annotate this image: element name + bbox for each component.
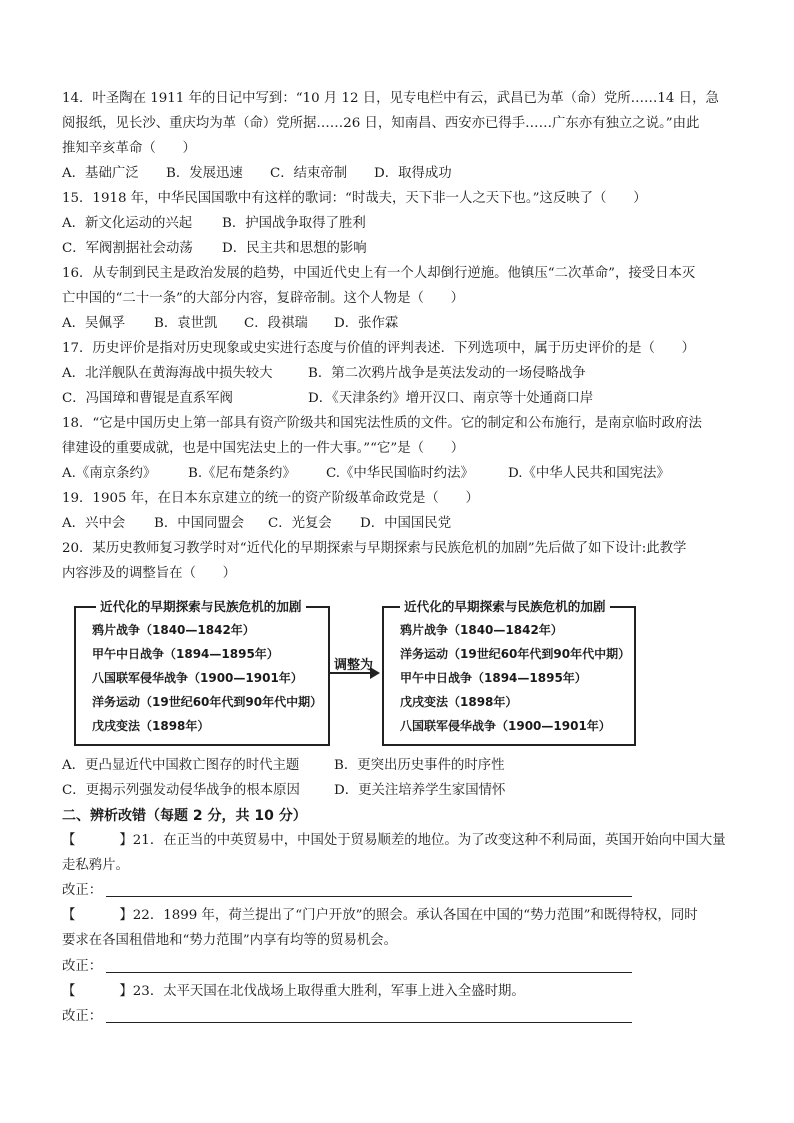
diagram-left-box [74, 606, 330, 746]
q17-option-d[interactable]: D．《天津条约》增开汉口、南京等十处通商口岸 [308, 391, 594, 406]
q18-option-c[interactable]: C.《中华民国临时约法》 [326, 466, 474, 481]
q19-stem-line1: 19．1905 年，在日本东京建立的统一的资产阶级革命政党是（ ） [62, 491, 479, 506]
q18-stem-line1: 18．“它是中国历史上第一部具有资产阶级共和国宪法性质的文件。它的制定和公布施行，是南京临时政府法 [62, 416, 702, 431]
q22-stem-line2: 要求在各国租借地和“势力范围”内享有均等的贸易机会。 [62, 933, 398, 948]
q17-option-a[interactable]: A．北洋舰队在黄海海战中损失较大 [62, 366, 273, 381]
q20-option-c[interactable]: C．更揭示列强发动侵华战争的根本原因 [62, 783, 300, 798]
q18-option-d[interactable]: D.《中华人民共和国宪法》 [508, 466, 670, 481]
diagram-right-box [382, 606, 636, 746]
q17-option-c[interactable]: C．冯国璋和曹锟是直系军阀 [62, 391, 233, 406]
q21-stem-line1 [62, 830, 726, 852]
q23-bracket-right: 】 [119, 984, 133, 999]
diagram-arrow-label: 调整为 [334, 658, 374, 673]
q21-fix-label: 改正： [62, 883, 103, 898]
q23-stem-line1 [62, 981, 525, 1003]
q14-stem-line3: 推知辛亥革命（ ） [62, 141, 196, 156]
q14-stem-line2: 阅报纸，见长沙、重庆均为革（命）党所据……26 日，知南昌、西安亦已得手……广东亦有独立之说。”由此 [62, 116, 700, 131]
q14-option-d[interactable]: D．取得成功 [374, 166, 452, 181]
q19-option-d[interactable]: D．中国国民党 [360, 516, 452, 531]
q16-stem-line1: 16．从专制到民主是政治发展的趋势，中国近代史上有一个人却倒行逆施。他镇压“二次革命”，接受日本灭 [62, 266, 696, 281]
q22-text: 22．1899 年，荷兰提出了“门户开放”的照会。承认各国在中国的“势力范围”和既得特权，同时 [132, 908, 698, 923]
q20-option-a[interactable]: A．更凸显近代中国救亡图存的时代主题 [62, 758, 300, 773]
right-item: 洋务运动（19世纪60年代到90年代中期） [400, 647, 631, 661]
q18-option-a[interactable]: A.《南京条约》 [62, 466, 157, 481]
q18-stem-line2: 律建设的重要成就，也是中国宪法史上的一件大事。”“它”是（ ） [62, 441, 465, 456]
q21-bracket-left: 【 [62, 833, 76, 848]
q16-option-d[interactable]: D．张作霖 [334, 316, 399, 331]
q16-stem-line2: 亡中国的“二十一条”的大部分内容，复辟帝制。这个人物是（ ） [62, 291, 465, 306]
q19-option-a[interactable]: A．兴中会 [62, 516, 126, 531]
q17-stem-line1: 17．历史评价是指对历史现象或史实进行态度与价值的评判表述．下列选项中，属于历史评价的是（ ） [62, 341, 696, 356]
q22-bracket-left: 【 [62, 908, 76, 923]
left-item: 鸦片战争（1840—1842年） [92, 623, 255, 637]
q22-fix-input-line[interactable] [106, 972, 632, 973]
q14-stem-line1: 14．叶圣陶在 1911 年的日记中写到：“10 月 12 日，见专电栏中有云，武昌已为革（命）党所……14 日，急 [62, 91, 719, 106]
q20-diagram [74, 592, 634, 750]
right-item: 八国联军侵华战争（1900—1901年） [400, 719, 611, 733]
section-title: 二、辨析改错（每题 2 分，共 10 分） [62, 808, 307, 824]
q18-option-b[interactable]: B.《尼布楚条约》 [188, 466, 296, 481]
q23-fix-input-line[interactable] [106, 1022, 632, 1023]
q14-option-c[interactable]: C．结束帝制 [270, 166, 348, 181]
q21-text: 21．在正当的中英贸易中，中国处于贸易顺差的地位。为了改变这种不利局面，英国开始向中国大量 [132, 833, 726, 848]
diagram-left-title: 近代化的早期探索与民族危机的加剧 [96, 596, 306, 615]
q20-stem-line1: 20．某历史教师复习教学时对“近代化的早期探索与早期探索与民族危机的加剧”先后做了如下设计:此教学 [62, 541, 687, 556]
q23-bracket-left: 【 [62, 984, 76, 999]
q21-bracket-right: 】 [119, 833, 133, 848]
q15-option-c[interactable]: C．军阀割据社会动荡 [62, 241, 193, 256]
right-item: 鸦片战争（1840—1842年） [400, 623, 563, 637]
q19-option-b[interactable]: B．中国同盟会 [154, 516, 245, 531]
q22-stem-line1 [62, 905, 698, 927]
q15-option-a[interactable]: A．新文化运动的兴起 [62, 216, 193, 231]
q17-option-b[interactable]: B．第二次鸦片战争是英法发动的一场侵略战争 [308, 366, 586, 381]
q23-fix-label: 改正： [62, 1009, 103, 1024]
q15-stem-line1: 15．1918 年，中华民国国歌中有这样的歌词：“时哉夫，天下非一人之天下也。”这反映了（ ） [62, 191, 647, 206]
q16-option-a[interactable]: A．吴佩孚 [62, 316, 126, 331]
q19-option-c[interactable]: C．光复会 [268, 516, 332, 531]
q14-option-a[interactable]: A．基础广泛 [62, 166, 139, 181]
q15-option-d[interactable]: D．民主共和思想的影响 [222, 241, 367, 256]
q20-option-b[interactable]: B．更突出历史事件的时序性 [334, 758, 505, 773]
q21-fix-input-line[interactable] [106, 896, 632, 897]
q21-stem-line2: 走私鸦片。 [62, 858, 129, 873]
q20-stem-line2: 内容涉及的调整旨在（ ） [62, 566, 237, 581]
left-item: 八国联军侵华战争（1900—1901年） [92, 671, 303, 685]
q22-bracket-right: 】 [119, 908, 133, 923]
left-item: 戊戌变法（1898年） [92, 719, 210, 733]
right-item: 戊戌变法（1898年） [400, 695, 518, 709]
q16-option-b[interactable]: B．袁世凯 [154, 316, 218, 331]
q14-option-b[interactable]: B．发展迅速 [166, 166, 243, 181]
left-item: 甲午中日战争（1894—1895年） [92, 647, 279, 661]
diagram-right-title: 近代化的早期探索与民族危机的加剧 [400, 596, 610, 615]
q23-text: 23．太平天国在北伐战场上取得重大胜利，军事上进入全盛时期。 [132, 984, 525, 999]
q22-fix-label: 改正： [62, 959, 103, 974]
q16-option-c[interactable]: C．段祺瑞 [244, 316, 308, 331]
left-item: 洋务运动（19世纪60年代到90年代中期） [92, 695, 323, 709]
q15-option-b[interactable]: B．护国战争取得了胜利 [222, 216, 366, 231]
q20-option-d[interactable]: D．更关注培养学生家国情怀 [334, 783, 506, 798]
right-item: 甲午中日战争（1894—1895年） [400, 671, 587, 685]
